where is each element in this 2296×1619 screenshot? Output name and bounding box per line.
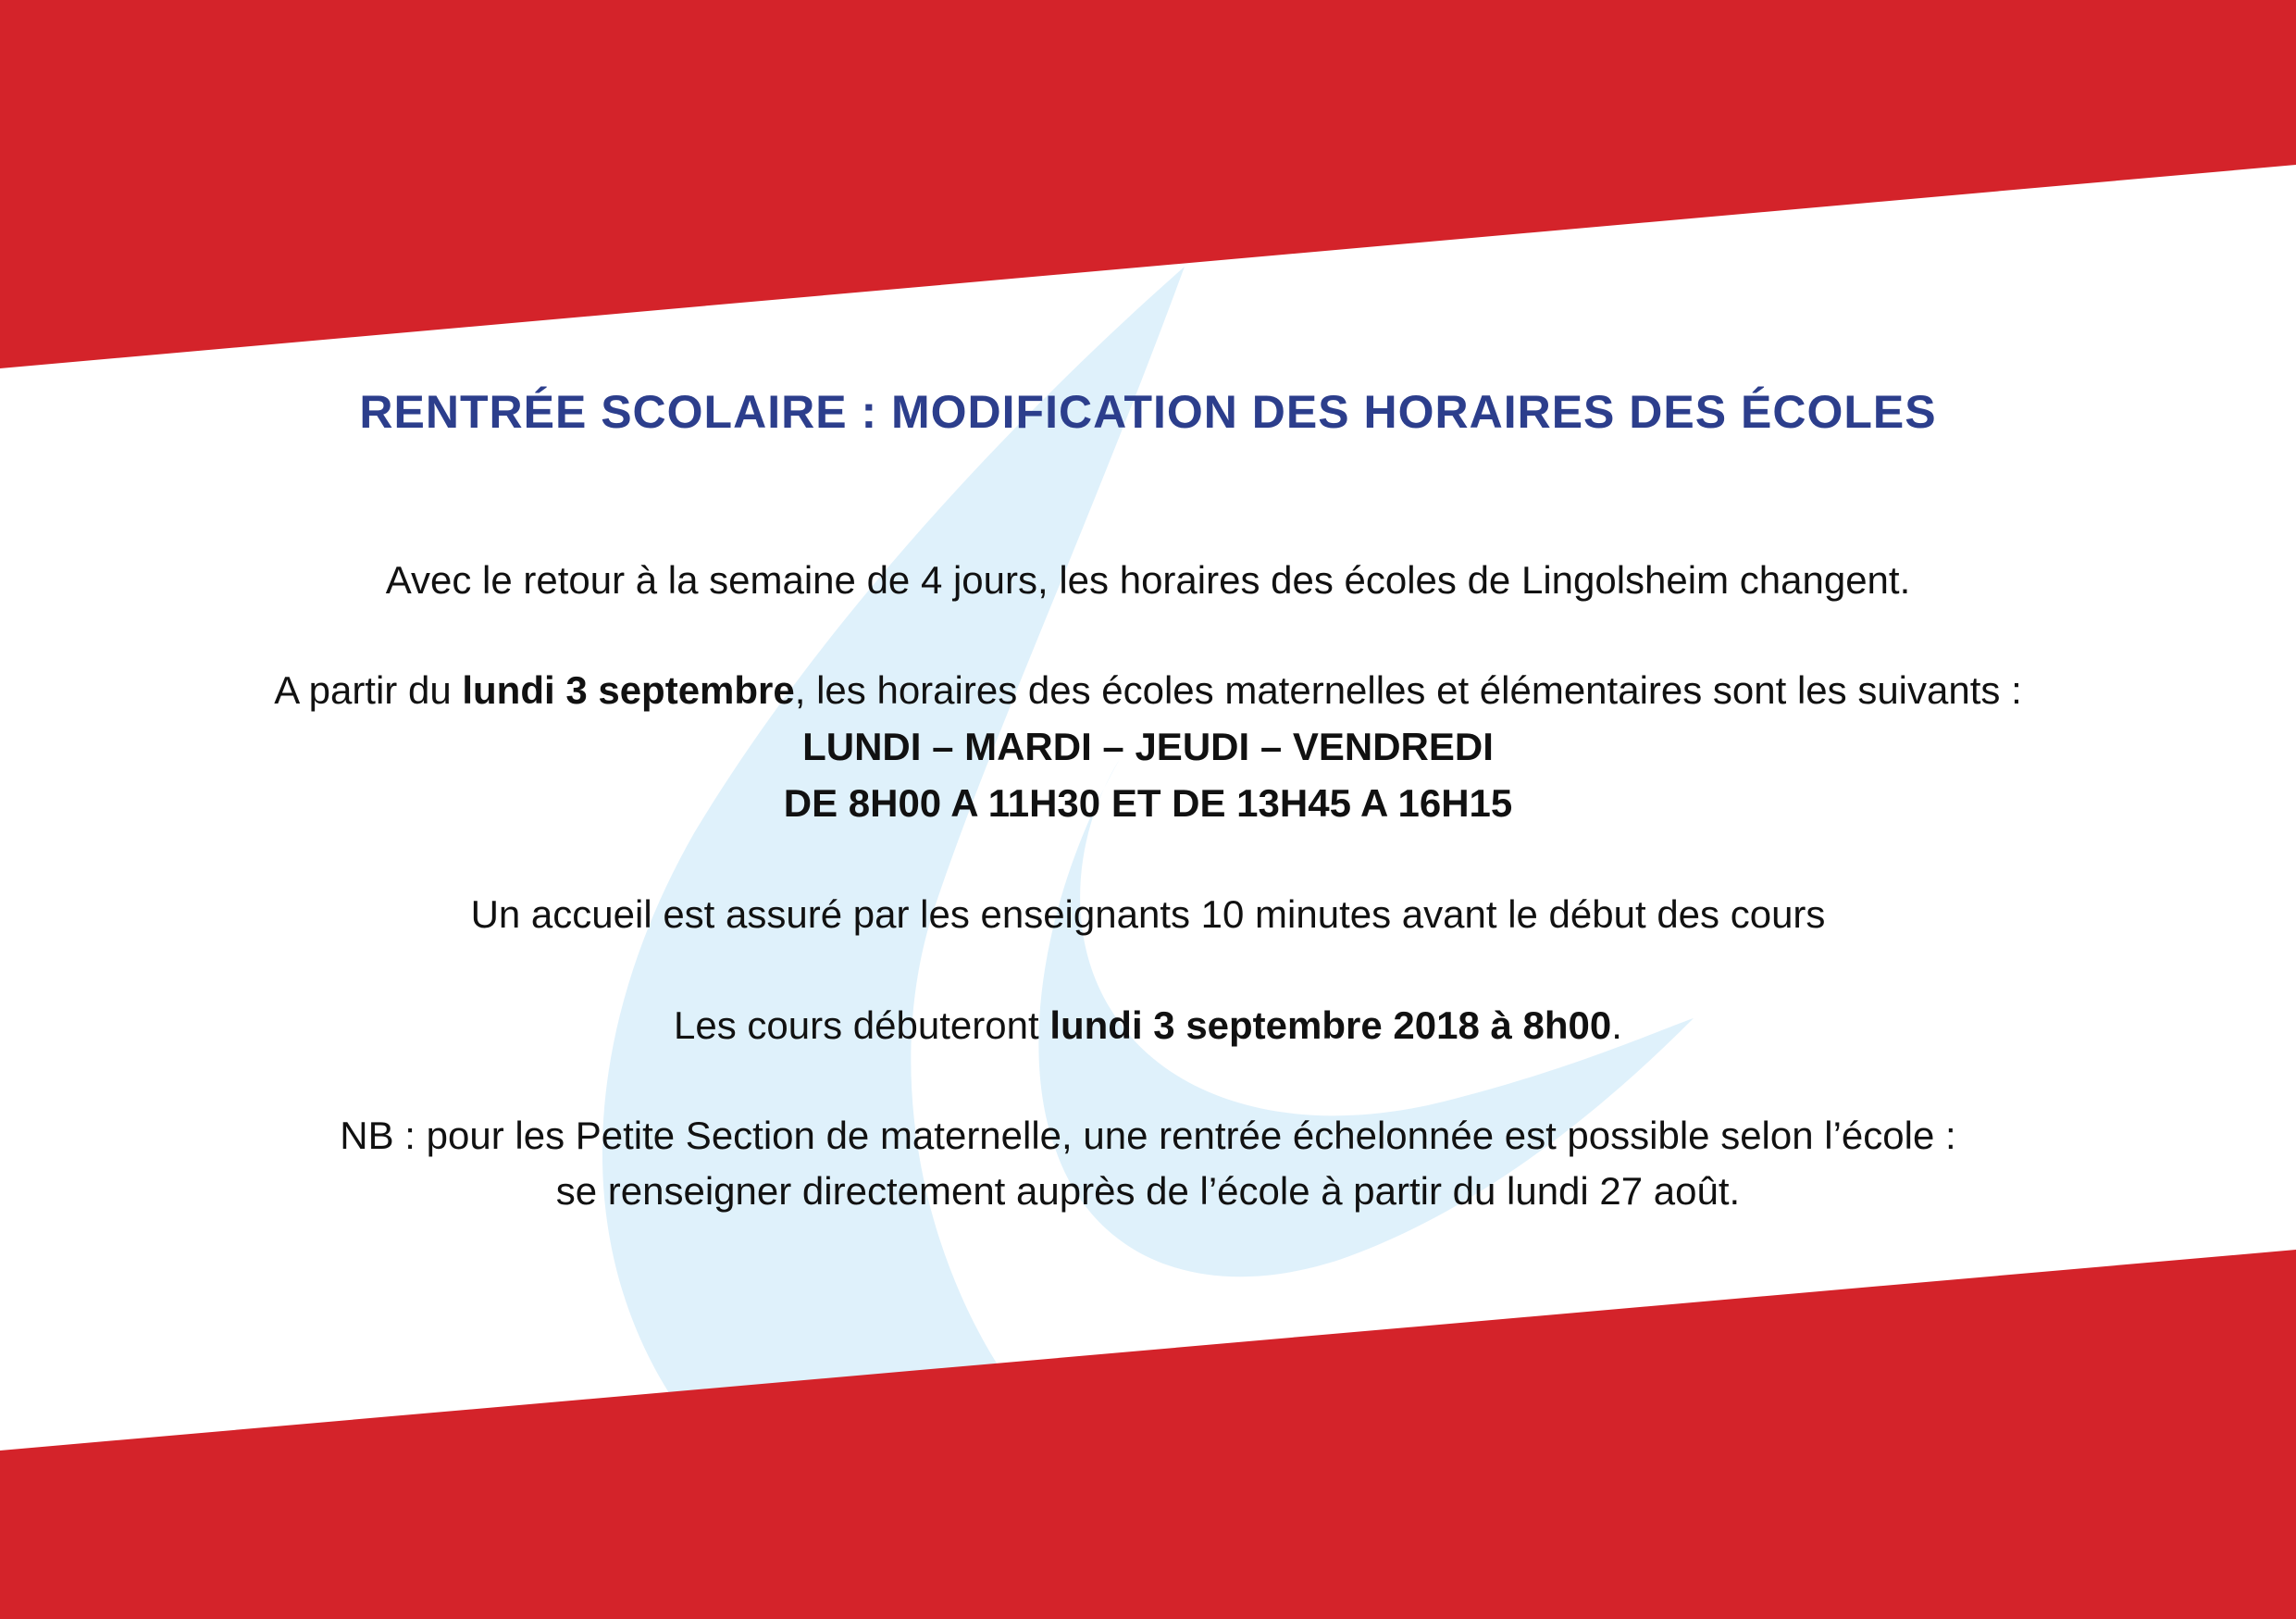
schedule-date: lundi 3 septembre — [462, 668, 795, 712]
start-date: lundi 3 septembre 2018 à 8h00 — [1049, 1003, 1612, 1047]
start-prefix: Les cours débuteront — [674, 1003, 1050, 1047]
schedule-prefix: A partir du — [274, 668, 463, 712]
intro-text: Avec le retour à la semaine de 4 jours, les horaires des écoles de Lingolsheim changent. — [385, 558, 1911, 602]
note-line-2: se renseigner directement auprès de l’école à partir du lundi 27 août. — [555, 1169, 1741, 1213]
schedule-suffix: , les horaires des écoles maternelles et élémentaires sont les suivants : — [794, 668, 2022, 712]
days-line: LUNDI – MARDI – JEUDI – VENDREDI — [802, 725, 1494, 768]
note-line-1: NB : pour les Petite Section de maternelle, une rentrée échelonnée est possible selon l’école : — [340, 1114, 1956, 1157]
welcome-text: Un accueil est assuré par les enseignants 10 minutes avant le début des cours — [470, 892, 1826, 936]
page-title: RENTRÉE SCOLAIRE : MODIFICATION DES HORAIRES DES ÉCOLES — [359, 386, 1937, 438]
hours-line: DE 8H00 A 11H30 ET DE 13H45 A 16H15 — [783, 781, 1513, 825]
start-suffix: . — [1611, 1003, 1622, 1047]
start-line — [0, 998, 2296, 1053]
schedule-line — [0, 663, 2296, 718]
